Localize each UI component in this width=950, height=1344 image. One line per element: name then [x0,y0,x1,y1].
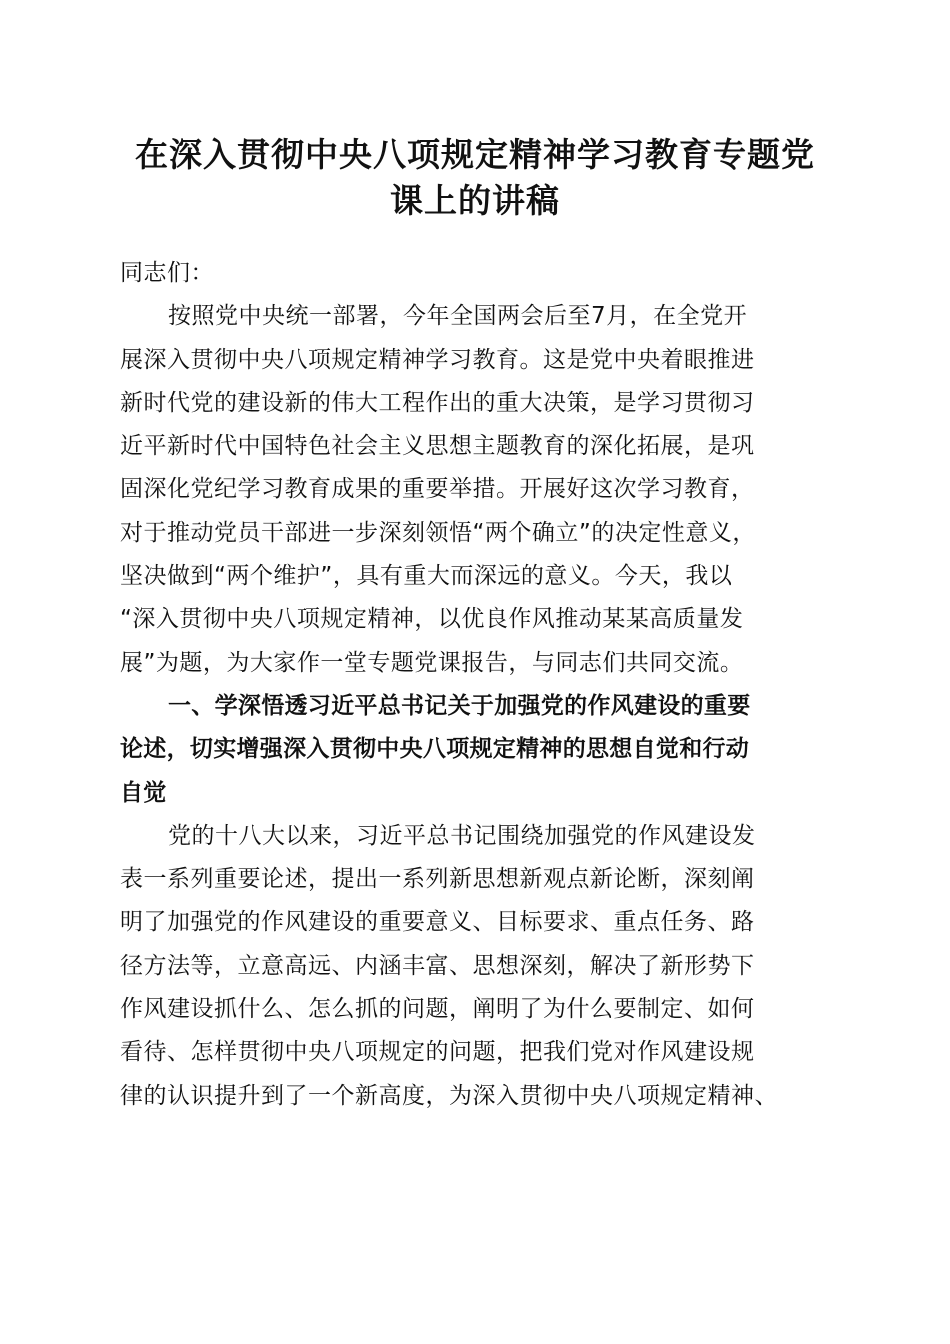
document-title [90,132,860,224]
heading-line: 自觉 [120,779,167,806]
paragraph-line: “深入贯彻中央八项规定精神，以优良作风推动某某高质量发 [120,606,744,633]
paragraph-intro [120,295,832,685]
paragraph-section-1 [120,815,832,1118]
paragraph-line: 展”为题，为大家作一堂专题党课报告，与同志们共同交流。 [120,649,744,676]
paragraph-line: 展深入贯彻中央八项规定精神学习教育。这是党中央着眼推进 [120,346,755,373]
paragraph-line: 明了加强党的作风建设的重要意义、目标要求、重点任务、路 [120,909,755,936]
document-body [120,252,832,1118]
paragraph-line: 律的认识提升到了一个新高度，为深入贯彻中央八项规定精神、 [120,1082,778,1109]
paragraph-line: 对于推动党员干部进一步深刻领悟“两个确立”的决定性意义， [120,519,756,546]
paragraph-line: 径方法等，立意高远、内涵丰富、思想深刻，解决了新形势下 [120,952,755,979]
section-heading-1 [120,685,832,815]
title-line: 课上的讲稿 [390,181,560,220]
paragraph-line: 坚决做到“两个维护”，具有重大而深远的意义。今天，我以 [120,563,733,590]
salutation: 同志们： [120,260,214,286]
paragraph-line: 新时代党的建设新的伟大工程作出的重大决策，是学习贯彻习 [120,389,755,416]
heading-line: 论述，切实增强深入贯彻中央八项规定精神的思想自觉和行动 [120,736,750,763]
paragraph-line: 作风建设抓什么、怎么抓的问题，阐明了为什么要制定、如何 [120,996,755,1023]
paragraph-line: 固深化党纪学习教育成果的重要举措。开展好这次学习教育， [120,476,755,503]
title-line: 在深入贯彻中央八项规定精神学习教育专题党 [135,135,815,174]
paragraph-line: 按照党中央统一部署，今年全国两会后至7月，在全党开 [168,303,748,330]
paragraph-line: 近平新时代中国特色社会主义思想主题教育的深化拓展，是巩 [120,433,755,460]
heading-line: 一、学深悟透习近平总书记关于加强党的作风建设的重要 [168,692,751,719]
paragraph-line: 党的十八大以来，习近平总书记围绕加强党的作风建设发 [168,822,756,849]
paragraph-line: 看待、怎样贯彻中央八项规定的问题，把我们党对作风建设规 [120,1039,755,1066]
paragraph-line: 表一系列重要论述，提出一系列新思想新观点新论断，深刻阐 [120,866,755,893]
